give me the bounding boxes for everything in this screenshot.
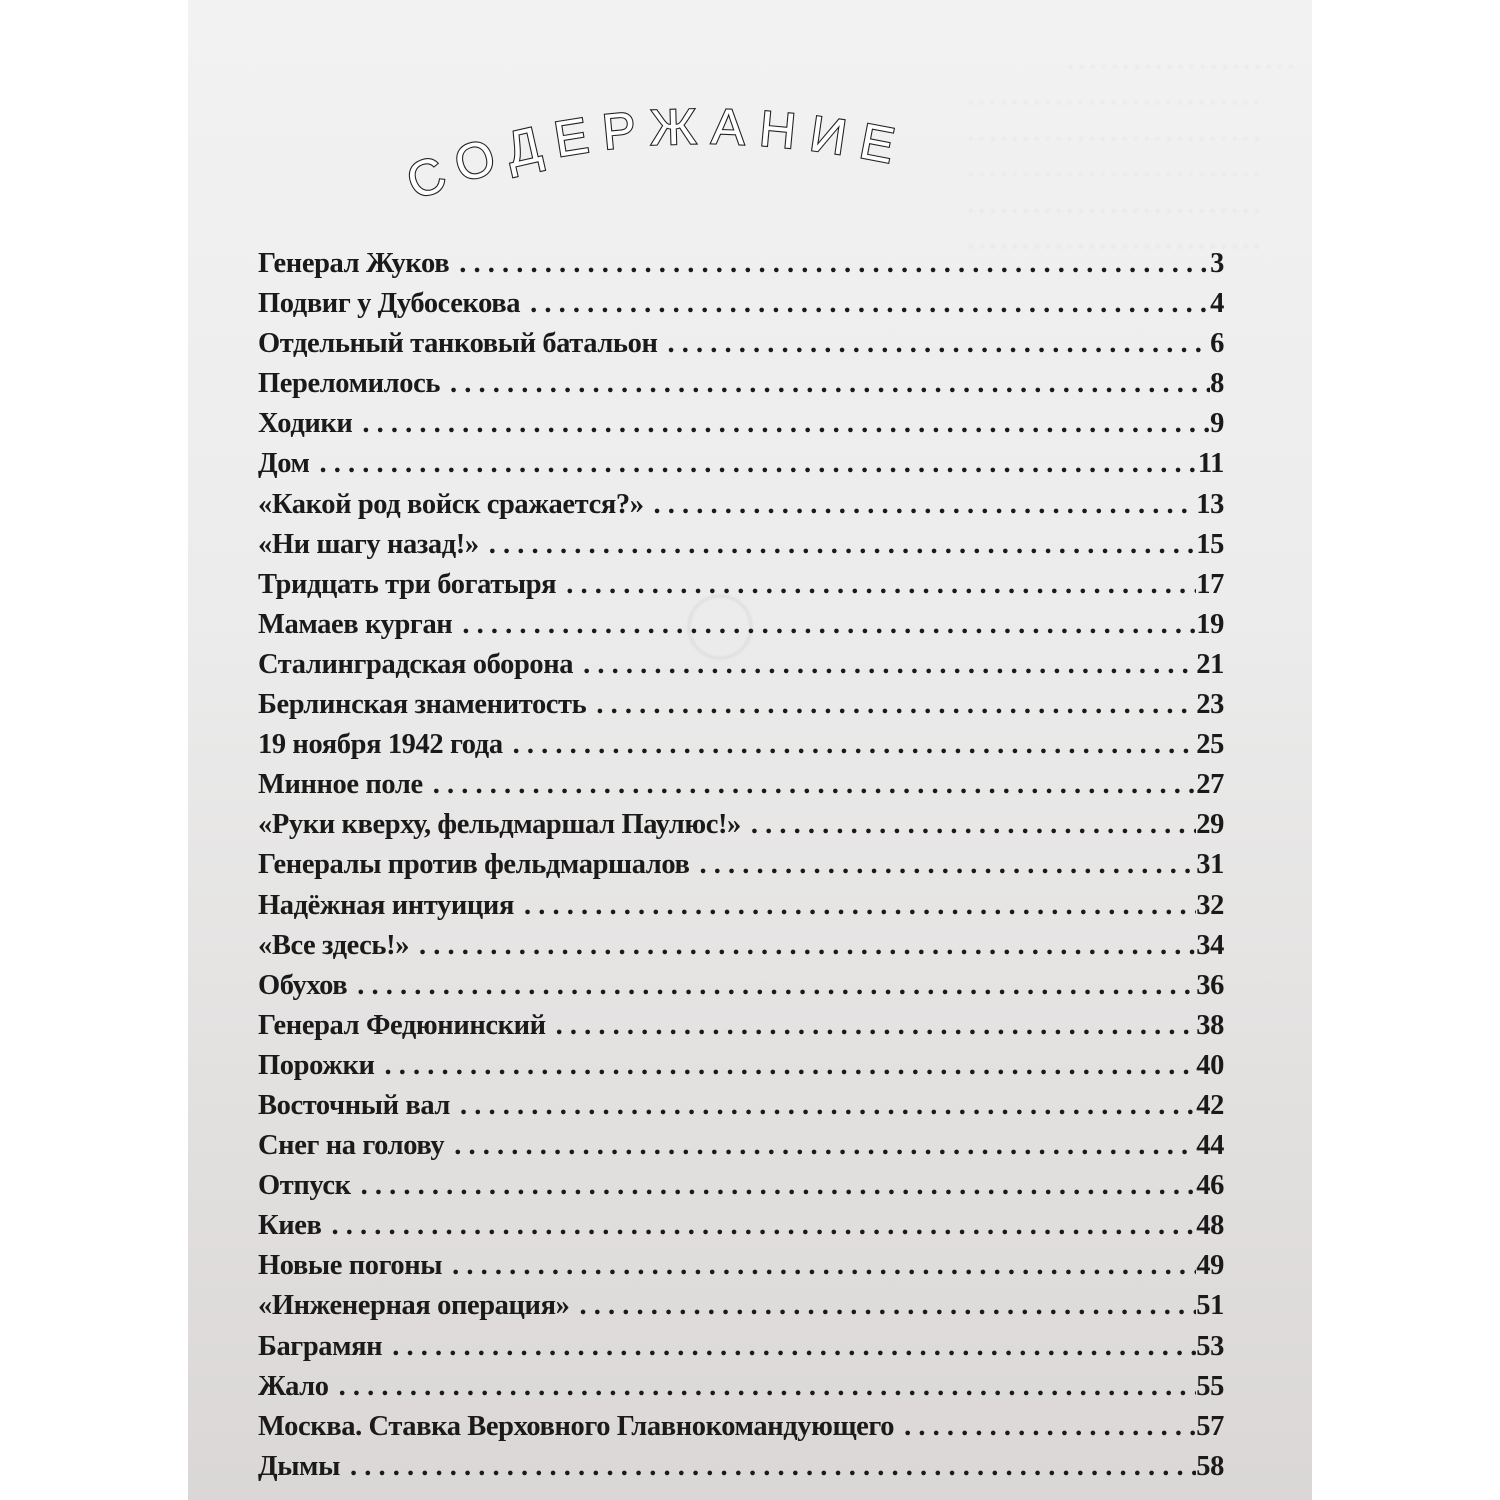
toc-entry-page-number: 4 [1210, 288, 1224, 320]
toc-entry [258, 368, 1224, 408]
toc-entry [258, 1090, 1224, 1130]
toc-entry [258, 809, 1224, 849]
toc-entry-title: Генералы против фельдмаршалов [258, 849, 690, 881]
dot-leader [596, 689, 1196, 721]
toc-entry-page-number: 29 [1196, 809, 1224, 841]
toc-entry-page-number: 40 [1196, 1049, 1224, 1081]
dot-leader [654, 489, 1197, 521]
toc-entry-title: Генерал Жуков [258, 248, 450, 279]
dot-leader [513, 729, 1197, 761]
toc-entry-title: «Инженерная операция» [258, 1290, 570, 1322]
toc-entry [258, 489, 1224, 529]
toc-entry-title: Жало [258, 1370, 329, 1402]
toc-entry [258, 689, 1224, 729]
toc-entry-page-number: 57 [1196, 1410, 1224, 1442]
dot-leader [350, 1451, 1196, 1483]
toc-entry [258, 930, 1224, 970]
toc-entry [258, 609, 1224, 649]
dot-leader [462, 609, 1196, 641]
toc-entry-title: Переломилось [258, 368, 441, 400]
dot-leader [332, 1210, 1197, 1242]
toc-entry [258, 849, 1224, 889]
toc-entry-title: Ходики [258, 408, 353, 440]
toc-entry-page-number: 55 [1196, 1370, 1224, 1402]
toc-entry [258, 248, 1224, 288]
toc-entry-title: «Какой род войск сражается?» [258, 488, 644, 520]
toc-entry-page-number: 44 [1196, 1130, 1224, 1162]
toc-entry-page-number: 58 [1196, 1450, 1224, 1482]
dot-leader [489, 529, 1197, 561]
toc-entry-page-number: 38 [1196, 1009, 1224, 1041]
show-through-text: . . . . . . . . . . . . . . . . . . . . . . . . . . . [968, 84, 1260, 109]
toc-entry-page-number: 23 [1196, 689, 1224, 721]
toc-entry-page-number: 6 [1210, 328, 1224, 360]
dot-leader [450, 368, 1210, 400]
toc-entry-title: Мамаев курган [258, 608, 453, 640]
toc-entry-title: Снег на голову [258, 1130, 445, 1162]
toc-entry-page-number: 31 [1196, 849, 1224, 881]
toc-entry-page-number: 11 [1197, 448, 1224, 480]
toc-entry-page-number: 32 [1196, 889, 1224, 921]
toc-entry-page-number: 25 [1196, 729, 1224, 761]
dot-leader [524, 890, 1196, 922]
toc-entry [258, 1050, 1224, 1090]
dot-leader [579, 1290, 1196, 1322]
toc-entry [258, 970, 1224, 1010]
toc-entry-page-number: 42 [1196, 1089, 1224, 1121]
toc-entry-page-number: 3 [1210, 248, 1224, 279]
toc-entry-page-number: 8 [1210, 368, 1224, 400]
dot-leader [419, 930, 1196, 962]
show-through-text: . . . . . . . . . . . . . . . . . . . . . . . . . . . [968, 192, 1260, 217]
toc-entry [258, 448, 1224, 488]
toc-entry [258, 1210, 1224, 1250]
dot-leader [433, 769, 1197, 801]
toc-entry-title: Минное поле [258, 769, 423, 801]
book-page [188, 0, 1312, 1500]
dot-leader [385, 1050, 1197, 1082]
toc-entry-page-number: 9 [1210, 408, 1224, 440]
toc-entry-page-number: 36 [1196, 969, 1224, 1001]
toc-entry [258, 1451, 1224, 1491]
dot-leader [361, 1170, 1197, 1202]
dot-leader [392, 1331, 1196, 1363]
dot-leader [700, 849, 1197, 881]
toc-entry-page-number: 53 [1196, 1330, 1224, 1362]
toc-entry [258, 1371, 1224, 1411]
toc-entry-page-number: 27 [1196, 769, 1224, 801]
toc-entry-title: Отдельный танковый батальон [258, 328, 658, 360]
show-through-text: . . . . . . . . . . . . . . . . . . . . . . . . . . . [968, 156, 1260, 181]
dot-leader [667, 328, 1210, 360]
dot-leader [452, 1250, 1196, 1282]
toc-entry-title: «Руки кверху, фельдмаршал Паулюс!» [258, 809, 741, 841]
dot-leader [357, 970, 1196, 1002]
toc-entry [258, 569, 1224, 609]
dot-leader [460, 1090, 1196, 1122]
toc-entry-title: Берлинская знаменитость [258, 689, 587, 721]
toc-entry-page-number: 21 [1196, 648, 1224, 680]
table-of-contents [258, 248, 1224, 1491]
dot-leader [362, 408, 1210, 440]
dot-leader [320, 448, 1198, 480]
toc-entry-title: «Ни шагу назад!» [258, 528, 479, 560]
toc-entry [258, 1250, 1224, 1290]
toc-entry [258, 649, 1224, 689]
toc-entry-title: Сталинградская оборона [258, 648, 574, 680]
toc-entry [258, 769, 1224, 809]
toc-entry-page-number: 13 [1196, 488, 1224, 520]
toc-entry-title: Надёжная интуиция [258, 889, 514, 921]
toc-entry-title: Новые погоны [258, 1250, 443, 1282]
toc-entry [258, 1010, 1224, 1050]
show-through-text: . . . . . . . . . . . . . . . . . . . . . [1068, 48, 1294, 73]
toc-entry-title: Дом [258, 448, 310, 480]
dot-leader [454, 1130, 1196, 1162]
toc-entry-title: Киев [258, 1210, 322, 1242]
toc-entry-title: Восточный вал [258, 1089, 451, 1121]
dot-leader [566, 569, 1196, 601]
page-title [188, 88, 1312, 228]
toc-entry-title: Дымы [258, 1450, 340, 1482]
toc-entry-title: Баграмян [258, 1330, 383, 1362]
toc-entry [258, 729, 1224, 769]
toc-entry [258, 890, 1224, 930]
toc-entry-page-number: 19 [1196, 608, 1224, 640]
toc-entry-page-number: 15 [1196, 528, 1224, 560]
toc-entry [258, 408, 1224, 448]
curved-title [188, 88, 1312, 228]
dot-leader [904, 1411, 1196, 1443]
toc-entry [258, 1130, 1224, 1170]
toc-entry-page-number: 17 [1196, 568, 1224, 600]
toc-entry-title: Тридцать три богатыря [258, 568, 557, 600]
toc-entry-page-number: 46 [1196, 1170, 1224, 1202]
toc-entry [258, 1411, 1224, 1451]
toc-entry [258, 1170, 1224, 1210]
dot-leader [459, 248, 1210, 280]
toc-entry-page-number: 49 [1196, 1250, 1224, 1282]
toc-entry-title: «Все здесь!» [258, 929, 410, 961]
dot-leader [583, 649, 1196, 681]
toc-entry-title: Подвиг у Дубосекова [258, 288, 521, 320]
toc-entry-title: 19 ноября 1942 года [258, 729, 503, 761]
toc-entry-title: Обухов [258, 969, 348, 1001]
toc-entry-title: Москва. Ставка Верховного Главнокомандующего [258, 1410, 895, 1442]
toc-entry-page-number: 51 [1196, 1290, 1224, 1322]
show-through-text: . . . . . . . . . . . . . . . . . . . . . . . . . . . [968, 228, 1260, 253]
dot-leader [530, 288, 1210, 320]
toc-entry [258, 529, 1224, 569]
toc-entry [258, 328, 1224, 368]
toc-entry-page-number: 48 [1196, 1210, 1224, 1242]
svg-text:СОДЕРЖАНИЕ [399, 98, 912, 210]
toc-entry [258, 1290, 1224, 1330]
title-text: СОДЕРЖАНИЕ [399, 98, 913, 211]
toc-entry [258, 288, 1224, 328]
toc-entry-title: Генерал Федюнинский [258, 1009, 546, 1041]
dot-leader [556, 1010, 1197, 1042]
toc-entry [258, 1331, 1224, 1371]
dot-leader [751, 809, 1196, 841]
dot-leader [339, 1371, 1197, 1403]
toc-entry-title: Порожки [258, 1049, 375, 1081]
toc-entry-page-number: 34 [1196, 929, 1224, 961]
toc-entry-title: Отпуск [258, 1170, 351, 1202]
show-through-text: . . . . . . . . . . . . . . . . . . . . . . . . . . . [968, 120, 1260, 145]
